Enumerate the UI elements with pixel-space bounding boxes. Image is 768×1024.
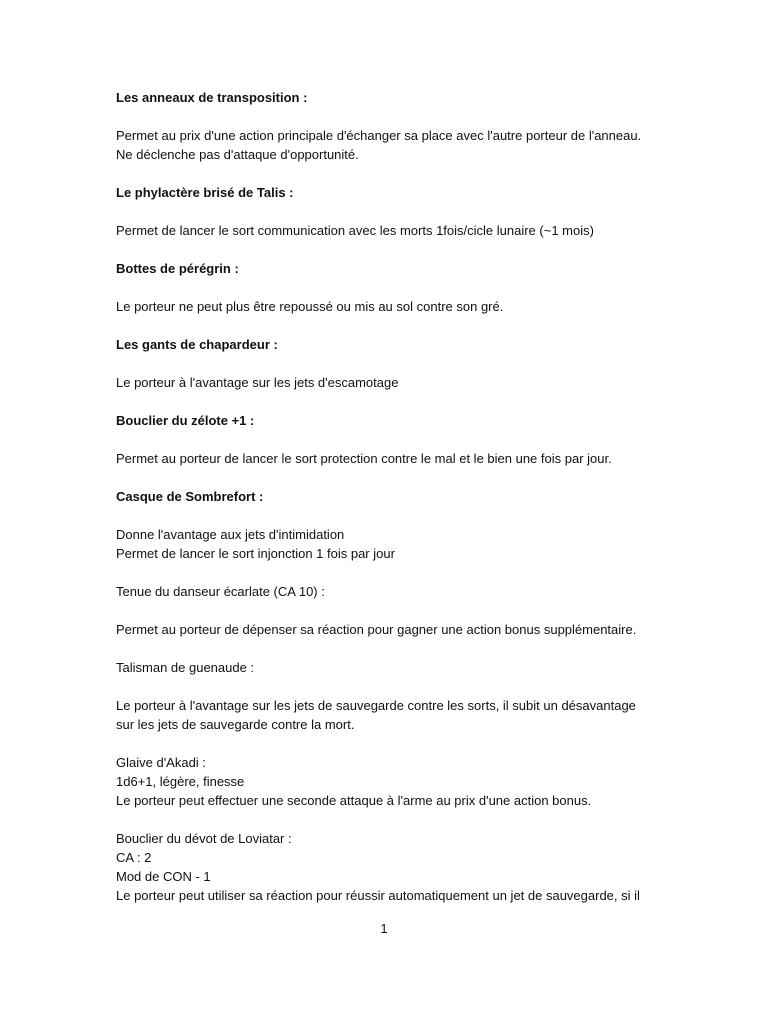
spacer xyxy=(116,278,696,297)
item-text-line: Donne l'avantage aux jets d'intimidation xyxy=(116,527,345,542)
item-block xyxy=(116,88,696,183)
item-title: Casque de Sombrefort : xyxy=(116,489,264,504)
item-title: Talisman de guenaude : xyxy=(116,660,255,675)
item-text-line: Ne déclenche pas d'attaque d'opportunité. xyxy=(116,147,359,162)
item-title: Bouclier du zélote +1 : xyxy=(116,413,255,428)
spacer xyxy=(116,240,696,259)
item-title: Les gants de chapardeur : xyxy=(116,337,278,352)
item-block xyxy=(116,335,696,411)
item-text-line: Permet de lancer le sort injonction 1 fois par jour xyxy=(116,546,395,561)
item-text-line: Permet au porteur de dépenser sa réaction pour gagner une action bonus supplémentaire. xyxy=(116,622,637,637)
item-title: Bouclier du dévot de Loviatar : xyxy=(116,831,292,846)
spacer xyxy=(116,316,696,335)
item-block xyxy=(116,582,696,658)
spacer xyxy=(116,202,696,221)
item-block xyxy=(116,183,696,259)
item-text-line: Le porteur à l'avantage sur les jets de sauvegarde contre les sorts, il subit un désavantage xyxy=(116,698,636,713)
page-number: 1 xyxy=(380,921,388,936)
item-title: Le phylactère brisé de Talis : xyxy=(116,185,294,200)
item-title: Tenue du danseur écarlate (CA 10) : xyxy=(116,584,325,599)
item-text-line: Le porteur à l'avantage sur les jets d'escamotage xyxy=(116,375,399,390)
item-block xyxy=(116,487,696,582)
spacer xyxy=(116,430,696,449)
item-block xyxy=(116,259,696,335)
spacer xyxy=(116,601,696,620)
spacer xyxy=(116,107,696,126)
item-block xyxy=(116,829,696,905)
spacer xyxy=(116,734,696,753)
spacer xyxy=(116,563,696,582)
spacer xyxy=(116,468,696,487)
item-block xyxy=(116,658,696,753)
item-title: Les anneaux de transposition : xyxy=(116,90,308,105)
item-text-line: Permet de lancer le sort communication avec les morts 1fois/cicle lunaire (~1 mois) xyxy=(116,223,594,238)
item-block xyxy=(116,753,696,829)
item-text-line: CA : 2 xyxy=(116,850,152,865)
item-text-line: Mod de CON - 1 xyxy=(116,869,211,884)
item-text-line: sur les jets de sauvegarde contre la mort. xyxy=(116,717,355,732)
item-title: Glaive d'Akadi : xyxy=(116,755,206,770)
item-block xyxy=(116,411,696,487)
item-text-line: 1d6+1, légère, finesse xyxy=(116,774,245,789)
spacer xyxy=(116,354,696,373)
spacer xyxy=(116,164,696,183)
spacer xyxy=(116,506,696,525)
item-text-line: Le porteur peut effectuer une seconde attaque à l'arme au prix d'une action bonus. xyxy=(116,793,592,808)
spacer xyxy=(116,677,696,696)
document-content xyxy=(116,88,696,905)
item-text-line: Permet au prix d'une action principale d'échanger sa place avec l'autre porteur de l'anneau. xyxy=(116,128,642,143)
spacer xyxy=(116,392,696,411)
spacer xyxy=(116,810,696,829)
spacer xyxy=(116,639,696,658)
item-text-line: Le porteur ne peut plus être repoussé ou mis au sol contre son gré. xyxy=(116,299,504,314)
item-text-line: Le porteur peut utiliser sa réaction pour réussir automatiquement un jet de sauvegarde, si il xyxy=(116,888,640,903)
item-text-line: Permet au porteur de lancer le sort protection contre le mal et le bien une fois par jour. xyxy=(116,451,612,466)
item-title: Bottes de pérégrin : xyxy=(116,261,239,276)
